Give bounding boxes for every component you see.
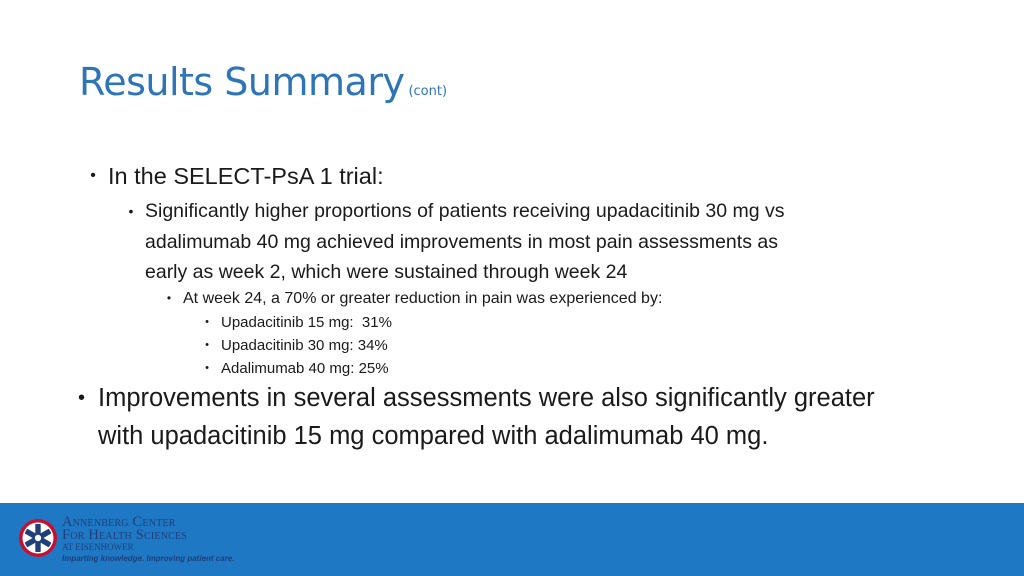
bullet-marker: • — [205, 316, 209, 328]
bullet-improvements-line: Improvements in several assessments were also significantly greater — [98, 384, 875, 412]
bullet-improvements-text — [98, 380, 875, 455]
bullet-finding-text — [145, 196, 785, 288]
bullet-marker: • — [90, 167, 96, 184]
bullet-ada40-text: Adalimumab 40 mg: 25% — [221, 360, 389, 377]
bullet-marker: • — [128, 203, 134, 219]
bullet-finding-line: adalimumab 40 mg achieved improvements in most pain assessments as — [145, 230, 778, 253]
slide-subtitle: (cont) — [408, 84, 448, 99]
bullet-trial — [78, 160, 384, 192]
bullet-marker: • — [205, 339, 209, 351]
bullet-marker: • — [166, 291, 172, 305]
bullet-finding — [117, 196, 785, 288]
bullet-finding-line: early as week 2, which were sustained through week 24 — [145, 261, 628, 283]
logo-line: AT EISENHOWER — [62, 542, 134, 552]
bullet-improvements — [78, 380, 875, 455]
bullet-upa30 — [193, 334, 388, 357]
bullet-improvements-line: with upadacitinib 15 mg compared with adalimumab 40 mg. — [98, 421, 769, 450]
bullet-upa15 — [193, 311, 392, 334]
bullet-upa15-text: Upadacitinib 15 mg: 31% — [221, 314, 392, 331]
bullet-ada40 — [193, 357, 389, 380]
footer-bar — [0, 503, 1024, 576]
bullet-marker: • — [205, 362, 209, 374]
star-of-life-icon — [18, 518, 58, 558]
bullet-week24 — [155, 287, 662, 310]
slide-title: Results Summary — [79, 60, 405, 104]
bullet-marker: • — [78, 387, 86, 409]
bullet-finding-line: Significantly higher proportions of patients receiving upadacitinib 30 mg vs — [145, 200, 785, 222]
logo-line: For Health Sciences — [62, 527, 188, 543]
logo-line: Annenberg Center — [62, 514, 176, 530]
bullet-upa30-text: Upadacitinib 30 mg: 34% — [221, 337, 388, 354]
bullet-trial-text: In the SELECT-PsA 1 trial: — [108, 163, 384, 189]
organization-logo-text — [62, 516, 234, 565]
logo-tagline: Imparting knowledge. Improving patient care. — [62, 554, 235, 563]
bullet-week24-text: At week 24, a 70% or greater reduction in pain was experienced by: — [183, 290, 663, 307]
title-row — [79, 60, 447, 104]
